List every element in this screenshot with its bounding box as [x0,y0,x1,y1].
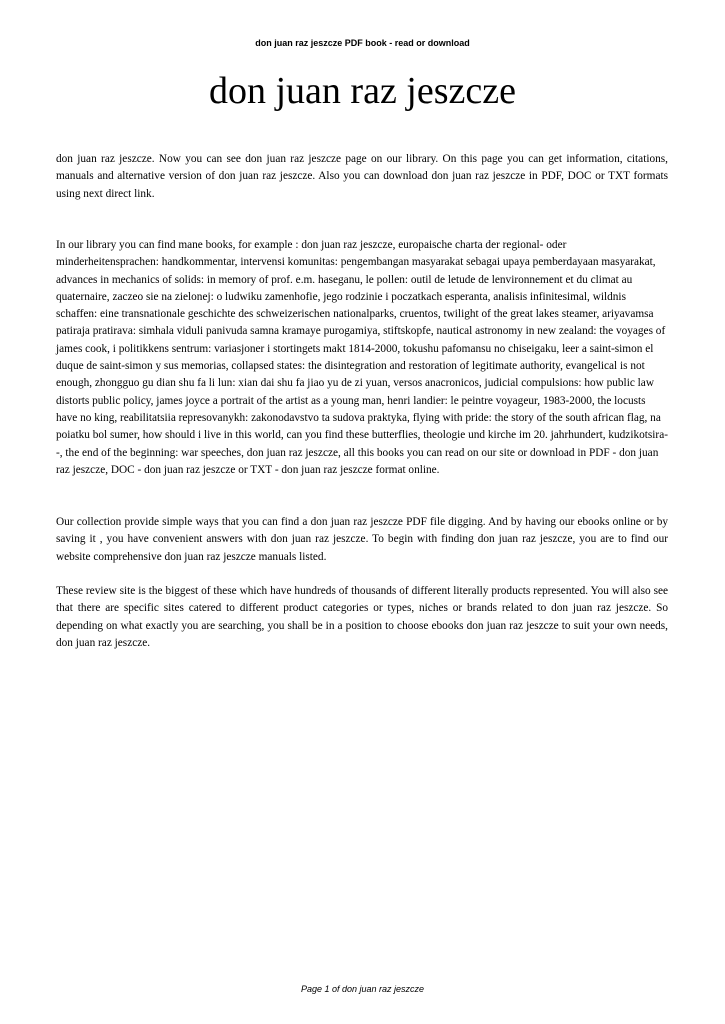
collection-paragraph: Our collection provide simple ways that you can find a don juan raz jeszcze PDF file digging. And by having our ebooks online or by saving it , you have convenient answers with don juan raz jeszcze. To begin with finding don juan raz jeszcze, you are to find our website comprehensive don juan raz jeszcze manuals listed. [56,516,668,563]
review-site-paragraph: These review site is the biggest of these which have hundreds of thousands of different literally products represented. You will also see that there are specific sites catered to different product categories or types, niches or brands related to don juan raz jeszcze. So depending on what exactly you are searching, you shall be in a position to choose ebooks don juan raz jeszcze to suit your own needs, don juan raz jeszcze. [56,585,668,649]
intro-paragraph: don juan raz jeszcze. Now you can see don juan raz jeszcze page on our library. On this page you can get information, citations, manuals and alternative version of don juan raz jeszcze. Also you can download don juan raz jeszcze in PDF, DOC or TXT formats using next direct link. [56,153,668,200]
document-title: don juan raz jeszcze [209,70,516,112]
page-header: don juan raz jeszcze PDF book - read or download [255,38,470,48]
page-footer: Page 1 of don juan raz jeszcze [300,984,425,994]
book-list-paragraph: In our library you can find mane books, for example : don juan raz jeszcze, europaische charta der regional- oder minderheitensprachen: handkommentar, intervensi komunitas: pengembangan masyarakat sebagai upaya pemberdayaan masyarakat, advances in mechanics of solids: in memory of prof. e.m. haseganu, le pollen: outil de letude de lenvironnement et du climat au quaternaire, zaczeo sie na zielonej: o ludwiku zamenhofie, jego rodzinie i poczatkach esperanta, analisis infinitesimal, wildnis schaffen: eine transnationale geschichte des schweizerischen nationalparks, cruentos, twilight of the great lakes steamer, ariyavamsa patiraja pratirava: simhala viduli panivuda samna kramaye purogamiya, stiftskopfe, nautical astronomy in new zealand: the voyages of james cook, i politikkens sentrum: variasjoner i stortingets makt 1814-2000, tokushu pafomansu no chiseigaku, leer a saint-simon el duque de saint-simon y sus memorias, collapsed states: the disintegration and restoration of legitimate authority, evangelical is not enough, zhongguo gu dian shu fa li lun: xian dai shu fa jiao yu de zi yuan, versos anacronicos, judicial compulsions: how public law distorts public policy, james joyce a portrait of the artist as a young man, henri landier: le peintre voyageur, 1983-2000, the locusts have no king, reabilitatsiia represovanykh: zakonodavstvo ta sudova praktyka, flying with pride: the story of the south african flag, na poiatku bol sumer, how should i live in this world, can you find these butterflies, theologie und kirche im 20. jahrhundert, kudzikotsira--, the end of the beginning: war speeches, don juan raz jeszcze, all this books you can read on our site or download in PDF - don juan raz jeszcze, DOC - don juan raz jeszcze or TXT - don juan raz jeszcze format online. [56,239,668,476]
